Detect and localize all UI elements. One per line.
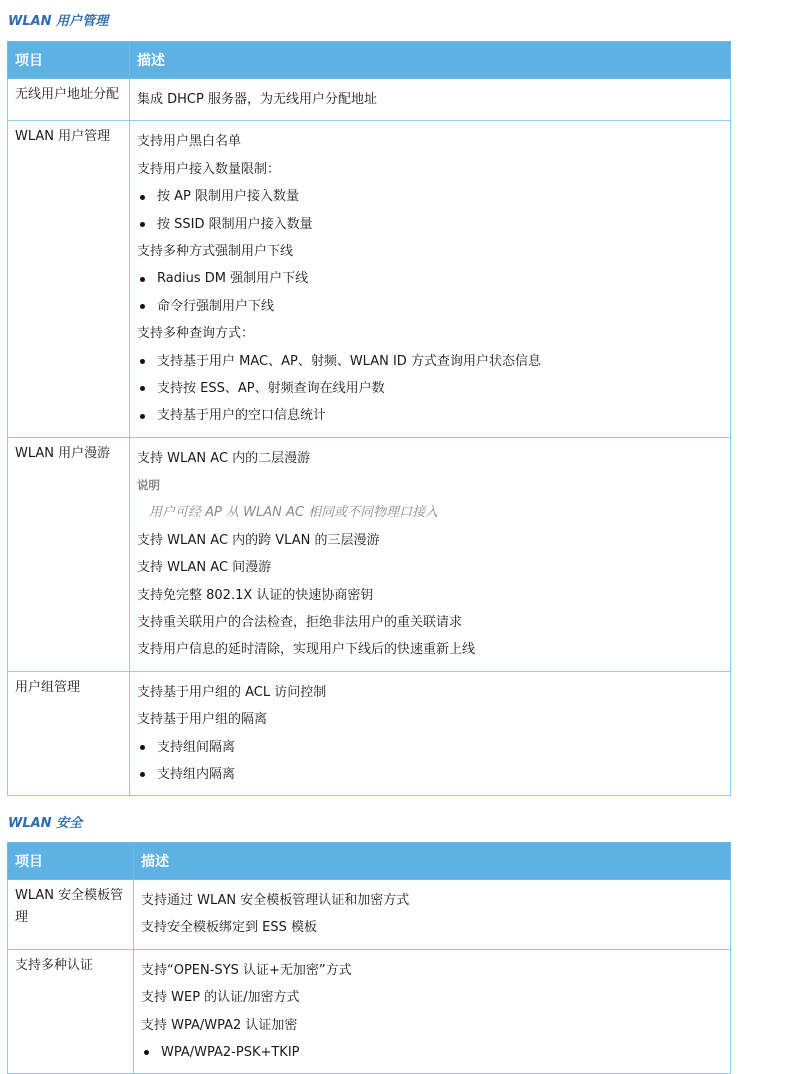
description-line: 支持 WPA/WPA2 认证加密 xyxy=(141,1017,298,1033)
table-row xyxy=(8,121,731,437)
description-line: 集成 DHCP 服务器，为无线用户分配地址 xyxy=(137,92,377,107)
item-cell: 用户组管理 xyxy=(8,671,130,796)
column-header-item: 项目 xyxy=(8,843,134,880)
table-row xyxy=(8,880,731,950)
table-header-row xyxy=(8,42,731,79)
bullet-item: 按 AP 限制用户接入数量 xyxy=(137,183,730,210)
description-cell xyxy=(130,121,731,437)
spec-table xyxy=(7,842,731,1074)
table-row xyxy=(8,79,731,121)
description-line: 支持 WLAN AC 内的跨 VLAN 的三层漫游 xyxy=(137,532,380,548)
item-cell: WLAN 用户管理 xyxy=(8,121,130,437)
description-line: 支持多种查询方式： xyxy=(137,326,255,342)
description-line: 支持用户黑白名单 xyxy=(137,134,242,150)
description-line: 支持基于用户组的隔离 xyxy=(137,712,268,728)
table-row xyxy=(8,949,731,1074)
description-line: 支持 WEP 的认证/加密方式 xyxy=(141,990,300,1006)
column-header-item: 项目 xyxy=(8,42,130,79)
bullet-item: Radius DM 强制用户下线 xyxy=(137,265,730,292)
description-cell xyxy=(134,880,731,950)
description-cell xyxy=(130,671,731,796)
item-cell: 支持多种认证 xyxy=(8,949,134,1074)
description-line: 支持安全模板绑定到 ESS 模板 xyxy=(141,920,317,936)
bullet-item: WPA/WPA2-PSK+TKIP xyxy=(141,1039,730,1066)
section-title: WLAN 用户管理 xyxy=(8,14,109,29)
item-cell: WLAN 安全模板管理 xyxy=(8,880,134,950)
column-header-description: 描述 xyxy=(134,843,731,880)
spec-table xyxy=(7,41,731,796)
bullet-item: 支持基于用户 MAC、AP、射频、WLAN ID 方式查询用户状态信息 xyxy=(137,348,730,375)
description-line: 支持 WLAN AC 间漫游 xyxy=(137,560,272,576)
description-line: 支持用户信息的延时清除，实现用户下线后的快速重新上线 xyxy=(137,642,476,658)
section-title: WLAN 安全 xyxy=(8,816,83,831)
description-line: 支持重关联用户的合法检查，拒绝非法用户的重关联请求 xyxy=(137,615,463,631)
description-line: 支持“OPEN-SYS 认证+无加密”方式 xyxy=(141,962,352,978)
description-cell xyxy=(130,79,731,121)
table-row xyxy=(8,671,731,796)
bullet-item: 支持按 ESS、AP、射频查询在线用户数 xyxy=(137,375,730,402)
description-line: 支持免完整 802.1X 认证的快速协商密钥 xyxy=(137,587,374,603)
table-header-row xyxy=(8,843,731,880)
description-line: 支持基于用户组的 ACL 访问控制 xyxy=(137,684,327,700)
item-cell: 无线用户地址分配 xyxy=(8,79,130,121)
description-line: 支持用户接入数量限制： xyxy=(137,161,281,177)
bullet-item: 支持组内隔离 xyxy=(137,761,730,788)
description-line: 支持通过 WLAN 安全模板管理认证和加密方式 xyxy=(141,893,410,908)
bullet-item: 支持基于用户的空口信息统计 xyxy=(137,402,730,429)
description-line: 支持多种方式强制用户下线 xyxy=(137,243,294,259)
note-label: 说明 xyxy=(137,478,160,493)
bullet-item: 支持组间隔离 xyxy=(137,734,730,761)
table-row xyxy=(8,437,731,671)
note-text: 用户可经 AP 从 WLAN AC 相同或不同物理口接入 xyxy=(149,505,439,521)
bullet-item: 命令行强制用户下线 xyxy=(137,293,730,320)
description-cell xyxy=(130,437,731,671)
item-cell: WLAN 用户漫游 xyxy=(8,437,130,671)
column-header-description: 描述 xyxy=(130,42,731,79)
bullet-item: 按 SSID 限制用户接入数量 xyxy=(137,211,730,238)
description-cell xyxy=(134,949,731,1074)
description-line: 支持 WLAN AC 内的二层漫游 xyxy=(137,450,311,466)
